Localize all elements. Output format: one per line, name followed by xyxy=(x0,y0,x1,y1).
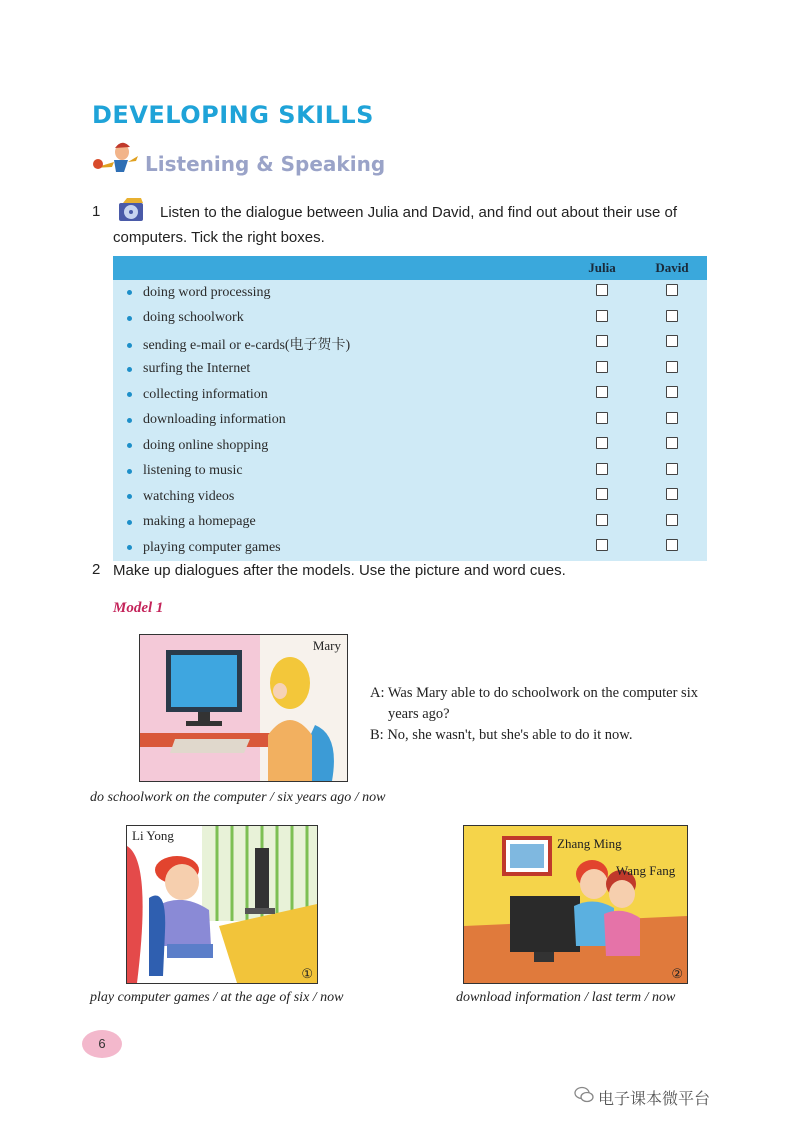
exercise2-text: Make up dialogues after the models. Use the picture and word cues. xyxy=(113,562,566,579)
table-row xyxy=(113,331,707,357)
column-header-julia: Julia xyxy=(567,256,637,280)
bullet-icon xyxy=(127,469,132,474)
model-word-cue: do schoolwork on the computer / six years ago / now xyxy=(90,790,386,805)
model-label: Model 1 xyxy=(113,600,164,616)
li-yong-games-illustration xyxy=(127,826,317,983)
bullet-icon xyxy=(127,367,132,372)
exercise2-number: 2 xyxy=(92,561,101,578)
david-checkbox[interactable] xyxy=(666,437,678,449)
section-title: DEVELOPING SKILLS xyxy=(92,101,374,129)
david-checkbox[interactable] xyxy=(666,361,678,373)
julia-checkbox[interactable] xyxy=(596,335,608,347)
bullet-icon xyxy=(127,418,132,423)
david-checkbox[interactable] xyxy=(666,539,678,551)
david-checkbox[interactable] xyxy=(666,310,678,322)
bullet-icon xyxy=(127,316,132,321)
dialogue-a-line1: A: Was Mary able to do schoolwork on the computer six xyxy=(370,685,698,701)
header-spacer xyxy=(113,256,567,280)
david-checkbox[interactable] xyxy=(666,412,678,424)
bullet-icon xyxy=(127,443,132,448)
cd-audio-icon xyxy=(115,197,147,225)
julia-checkbox[interactable] xyxy=(596,437,608,449)
dialogue-b: B: No, she wasn't, but she's able to do it now. xyxy=(370,727,633,743)
picture-1-word-cue: play computer games / at the age of six / now xyxy=(90,990,344,1005)
table-row xyxy=(113,306,707,332)
table-row xyxy=(113,408,707,434)
table-row xyxy=(113,510,707,536)
activity-cell xyxy=(113,357,567,383)
listening-speaking-icon xyxy=(88,138,140,178)
model-picture-mary xyxy=(139,634,348,782)
picture-2-word-cue: download information / last term / now xyxy=(456,990,676,1005)
table-row xyxy=(113,484,707,510)
david-checkbox[interactable] xyxy=(666,284,678,296)
activity-label: doing schoolwork xyxy=(143,310,244,326)
tick-table-header xyxy=(113,256,707,280)
exercise1-number: 1 xyxy=(92,203,101,220)
exercise1-text-line1: Listen to the dialogue between Julia and David, and find out about their use of xyxy=(160,204,678,221)
julia-checkbox[interactable] xyxy=(596,514,608,526)
table-row xyxy=(113,433,707,459)
picture-1-name-label: Li Yong xyxy=(132,828,174,843)
david-checkbox[interactable] xyxy=(666,386,678,398)
activity-label: doing word processing xyxy=(143,284,271,300)
activity-cell xyxy=(113,459,567,485)
activity-cell xyxy=(113,535,567,561)
activity-cell xyxy=(113,280,567,306)
julia-checkbox[interactable] xyxy=(596,284,608,296)
picture-2-name2-label: Wang Fang xyxy=(616,863,676,878)
activity-label: playing computer games xyxy=(143,539,281,555)
activity-cell xyxy=(113,408,567,434)
activity-label: sending e-mail or e-cards(电子贺卡) xyxy=(143,337,351,353)
bullet-icon xyxy=(127,343,132,348)
picture-2-number: ② xyxy=(671,966,683,981)
section-subtitle: Listening & Speaking xyxy=(145,152,386,176)
column-header-david: David xyxy=(637,256,707,280)
activity-label: collecting information xyxy=(143,386,268,402)
activity-cell xyxy=(113,382,567,408)
mary-computer-illustration xyxy=(140,635,347,781)
activity-label: listening to music xyxy=(143,463,243,479)
julia-checkbox[interactable] xyxy=(596,386,608,398)
picture-1-li-yong xyxy=(126,825,318,984)
david-checkbox[interactable] xyxy=(666,514,678,526)
activity-label: surfing the Internet xyxy=(143,361,251,377)
david-checkbox[interactable] xyxy=(666,335,678,347)
activity-cell xyxy=(113,433,567,459)
julia-checkbox[interactable] xyxy=(596,539,608,551)
model-name-label: Mary xyxy=(312,638,341,653)
julia-checkbox[interactable] xyxy=(596,412,608,424)
activity-label: watching videos xyxy=(143,488,235,504)
julia-checkbox[interactable] xyxy=(596,463,608,475)
picture-1-number: ① xyxy=(301,966,313,981)
picture-2-name1-label: Zhang Ming xyxy=(557,836,622,851)
bullet-icon xyxy=(127,520,132,525)
tick-table xyxy=(113,256,707,561)
table-row xyxy=(113,382,707,408)
exercise1-text-line2: computers. Tick the right boxes. xyxy=(113,229,325,246)
david-checkbox[interactable] xyxy=(666,488,678,500)
activity-label: doing online shopping xyxy=(143,437,269,453)
dialogue-a-line2: years ago? xyxy=(388,706,450,722)
activity-cell xyxy=(113,510,567,536)
page-number: 6 xyxy=(82,1030,122,1058)
activity-label: making a homepage xyxy=(143,514,256,530)
bullet-icon xyxy=(127,290,132,295)
julia-checkbox[interactable] xyxy=(596,310,608,322)
bullet-icon xyxy=(127,392,132,397)
activity-cell xyxy=(113,306,567,332)
watermark: 电子课本微平台 xyxy=(598,1089,711,1108)
activity-cell xyxy=(113,331,567,357)
table-row xyxy=(113,459,707,485)
picture-2-zhang-ming-wang-fang xyxy=(463,825,688,984)
bullet-icon xyxy=(127,545,132,550)
activity-label: downloading information xyxy=(143,412,286,428)
table-row xyxy=(113,535,707,561)
wechat-icon xyxy=(574,1086,594,1104)
david-checkbox[interactable] xyxy=(666,463,678,475)
table-row xyxy=(113,280,707,306)
table-row xyxy=(113,357,707,383)
bullet-icon xyxy=(127,494,132,499)
julia-checkbox[interactable] xyxy=(596,361,608,373)
activity-cell xyxy=(113,484,567,510)
julia-checkbox[interactable] xyxy=(596,488,608,500)
